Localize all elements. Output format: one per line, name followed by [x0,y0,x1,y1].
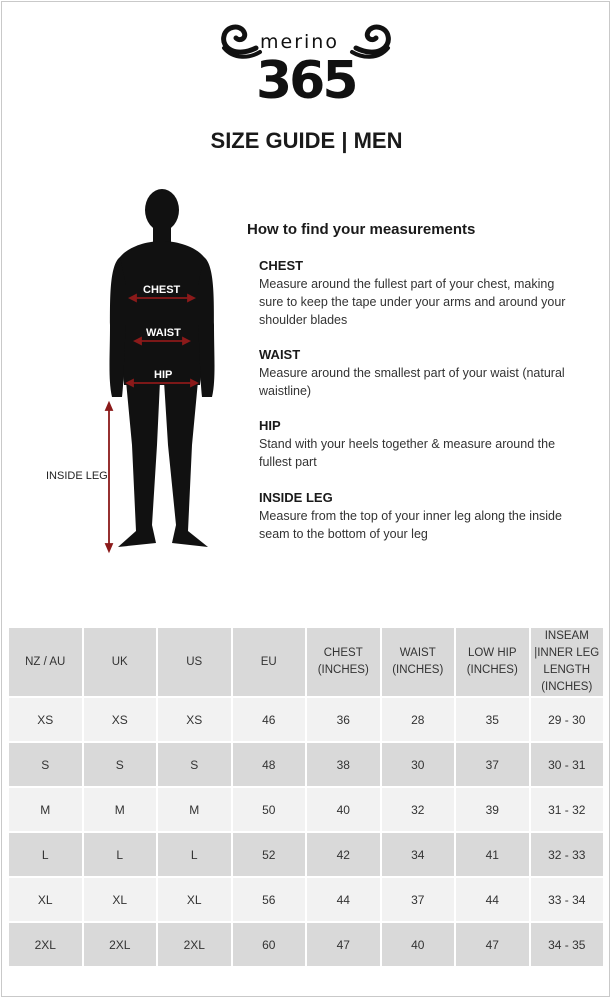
table-cell: 31 - 32 [531,788,604,831]
size-table [7,626,605,968]
silhouette-neck [153,225,171,243]
table-cell: 2XL [9,923,82,966]
header-low-hip: LOW HIP (INCHES) [456,628,529,696]
table-cell: 44 [456,878,529,921]
brand-logo [216,18,396,111]
how-to-heading: How to find your measurements [247,221,476,238]
body-silhouette [40,185,250,555]
table-row [9,878,603,921]
waist-label: WAIST [146,327,181,339]
table-cell: 38 [307,743,380,786]
instruction-title: CHEST [259,258,304,273]
table-cell: 29 - 30 [531,698,604,741]
table-cell: XL [84,878,157,921]
header-nz-au: NZ / AU [9,628,82,696]
table-cell: 2XL [84,923,157,966]
table-cell: S [158,743,231,786]
header-inseam: INSEAM |INNER LEG LENGTH (INCHES) [531,628,604,696]
table-cell: S [9,743,82,786]
table-row [9,833,603,876]
table-cell: M [158,788,231,831]
table-cell: XS [84,698,157,741]
table-cell: 30 [382,743,455,786]
table-row [9,923,603,966]
table-cell: 34 - 35 [531,923,604,966]
brand-word: merino [260,31,339,53]
table-cell: 39 [456,788,529,831]
table-cell: 37 [382,878,455,921]
table-header-row [9,628,603,696]
brand-number: 365 [256,51,356,111]
table-cell: L [158,833,231,876]
chest-label: CHEST [143,284,181,296]
table-cell: S [84,743,157,786]
page-title: SIZE GUIDE | MEN [210,128,403,153]
header-us: US [158,628,231,696]
table-cell: XL [9,878,82,921]
silhouette-left-arm [110,257,127,397]
table-cell: 44 [307,878,380,921]
table-cell: 28 [382,698,455,741]
table-cell: 50 [233,788,306,831]
table-cell: 40 [307,788,380,831]
inside-leg-instructions [259,490,579,543]
table-cell: XL [158,878,231,921]
table-cell: 35 [456,698,529,741]
header-uk: UK [84,628,157,696]
inside-leg-label: INSIDE LEG [46,470,108,482]
instruction-title: WAIST [259,347,301,362]
instruction-text: Measure around the fullest part of your chest, making sure to keep the tape under your arms and around your shoulder blades [259,277,566,327]
table-cell: 34 [382,833,455,876]
waist-instructions [259,347,579,400]
table-cell: M [9,788,82,831]
header-chest: CHEST (INCHES) [307,628,380,696]
table-cell: 52 [233,833,306,876]
instruction-title: HIP [259,418,281,433]
hip-label: HIP [154,369,173,381]
table-cell: 56 [233,878,306,921]
instruction-text: Measure from the top of your inner leg along the inside seam to the bottom of your leg [259,509,562,541]
silhouette-right-leg [164,381,208,547]
table-cell: 40 [382,923,455,966]
silhouette-right-arm [198,257,215,397]
header-waist: WAIST (INCHES) [382,628,455,696]
silhouette-head [145,189,179,231]
chest-instructions [259,258,579,329]
table-cell: M [84,788,157,831]
silhouette-left-leg [118,381,160,547]
table-cell: L [84,833,157,876]
table-row [9,698,603,741]
table-cell: 2XL [158,923,231,966]
table-row [9,743,603,786]
table-cell: 46 [233,698,306,741]
table-cell: 32 [382,788,455,831]
table-cell: L [9,833,82,876]
table-cell: 47 [456,923,529,966]
table-cell: 36 [307,698,380,741]
instruction-text: Stand with your heels together & measure around the fullest part [259,437,556,469]
table-cell: XS [9,698,82,741]
instruction-text: Measure around the smallest part of your waist (natural waistline) [259,366,565,398]
silhouette-torso [116,241,208,385]
instruction-title: INSIDE LEG [259,490,333,505]
table-cell: 47 [307,923,380,966]
table-cell: 30 - 31 [531,743,604,786]
table-cell: 37 [456,743,529,786]
table-cell: 60 [233,923,306,966]
table-cell: 41 [456,833,529,876]
header-eu: EU [233,628,306,696]
table-cell: 48 [233,743,306,786]
table-cell: 42 [307,833,380,876]
table-cell: XS [158,698,231,741]
table-cell: 32 - 33 [531,833,604,876]
hip-instructions [259,418,579,471]
table-row [9,788,603,831]
table-cell: 33 - 34 [531,878,604,921]
